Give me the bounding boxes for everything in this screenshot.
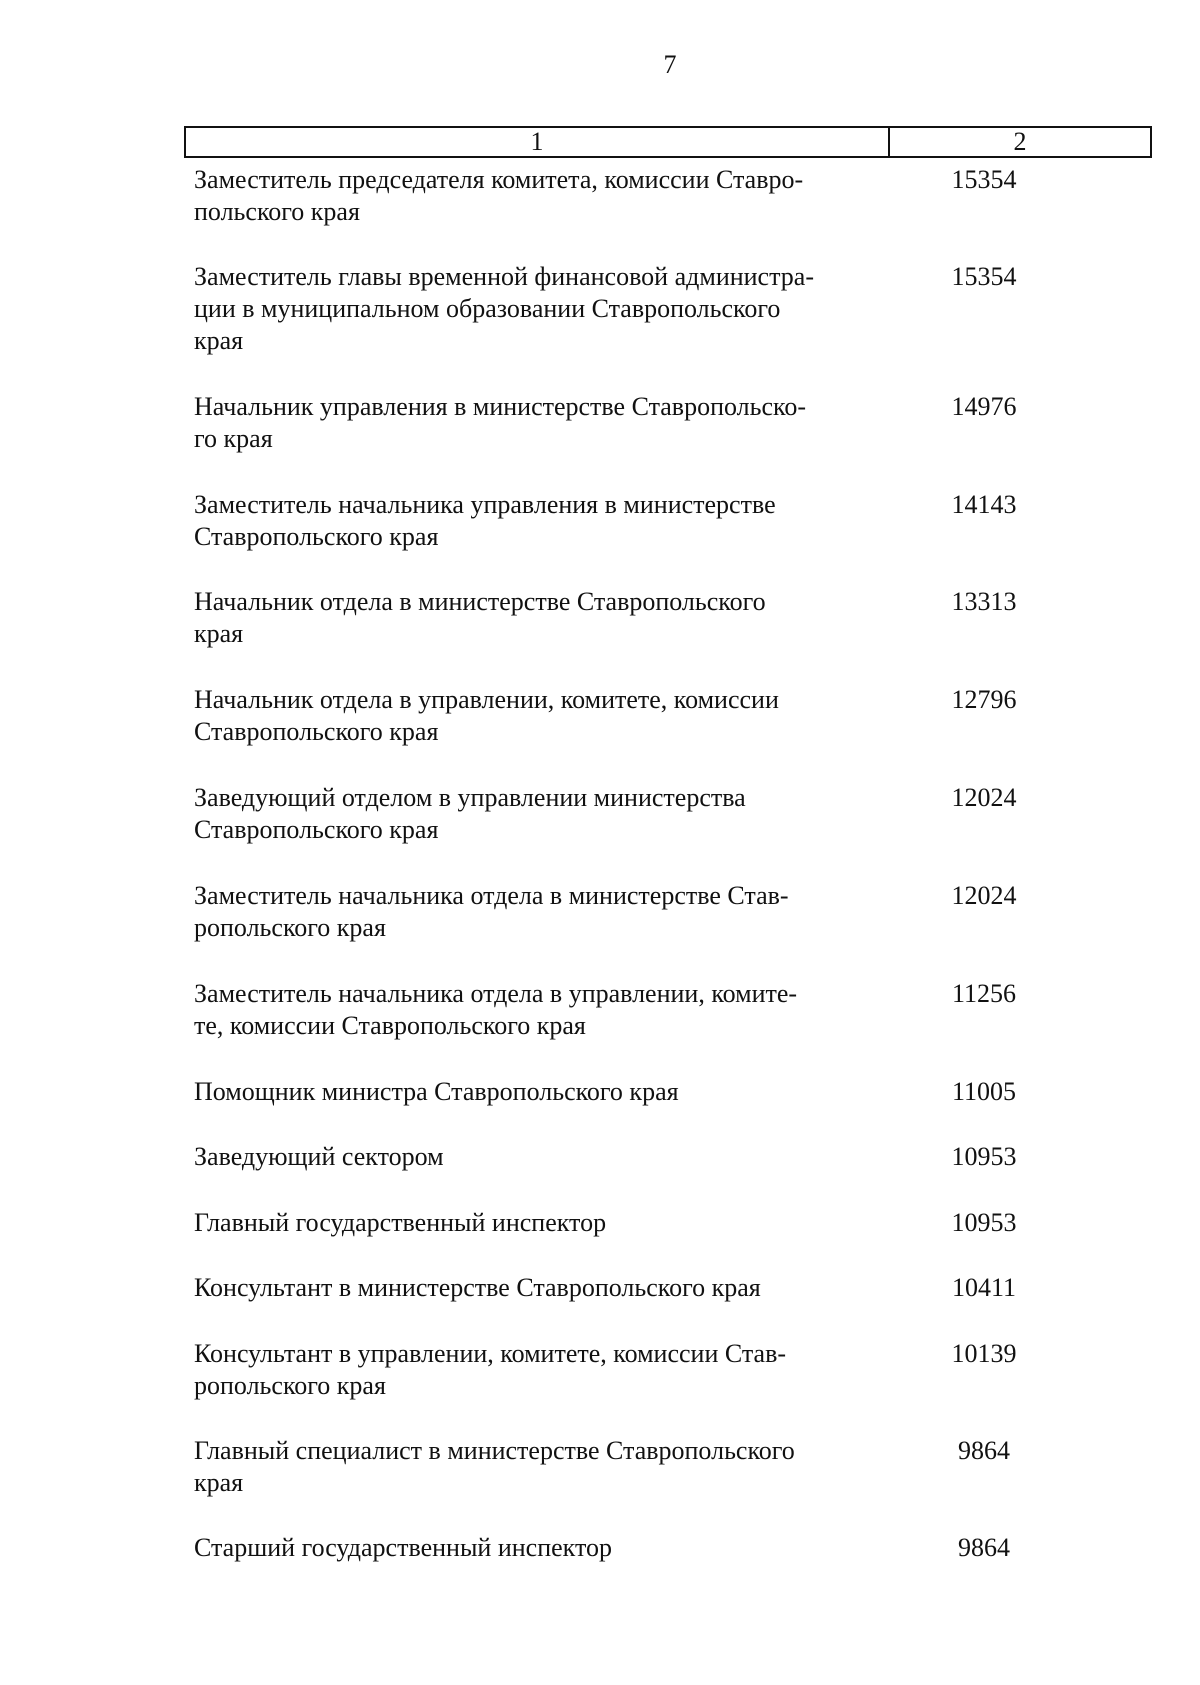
salary-value: 11256 [951, 979, 1017, 1008]
salary-value: 12024 [951, 783, 1017, 812]
table-row [194, 261, 1094, 357]
salary-value: 12796 [951, 685, 1017, 714]
table-row [194, 391, 1094, 455]
column-header-1: 1 [186, 128, 890, 156]
position-title: Заместитель главы временной финансовой администра- ции в муниципальном образовании Ставропольского края [194, 262, 814, 355]
table-header [184, 126, 1152, 158]
position-title: Заведующий сектором [194, 1142, 444, 1171]
salary-value: 14976 [951, 392, 1017, 421]
position-title: Консультант в министерстве Ставропольского края [194, 1273, 761, 1302]
position-title: Старший государственный инспектор [194, 1533, 612, 1562]
table-row [194, 1076, 1094, 1108]
position-title: Начальник управления в министерстве Ставропольско- го края [194, 392, 806, 453]
salary-value: 15354 [951, 262, 1017, 291]
salary-value: 10411 [951, 1273, 1017, 1302]
position-title: Начальник отдела в управлении, комитете, комиссии Ставропольского края [194, 685, 779, 746]
table-row [194, 1141, 1094, 1173]
table-row [194, 782, 1094, 846]
table-row [194, 1338, 1094, 1402]
table-row [194, 164, 1094, 228]
salary-value: 10139 [951, 1339, 1017, 1368]
salary-value: 13313 [951, 587, 1017, 616]
salary-value: 10953 [951, 1142, 1017, 1171]
salary-value: 9864 [958, 1533, 1010, 1562]
position-title: Главный специалист в министерстве Ставропольского края [194, 1436, 795, 1497]
table-row [194, 978, 1094, 1042]
table-row [194, 1532, 1094, 1564]
table-row [194, 684, 1094, 748]
salary-value: 9864 [958, 1436, 1010, 1465]
position-title: Заместитель председателя комитета, комиссии Ставро- польского края [194, 165, 804, 226]
position-title: Заведующий отделом в управлении министерства Ставропольского края [194, 783, 746, 844]
salary-value: 12024 [951, 881, 1017, 910]
position-title: Консультант в управлении, комитете, комиссии Став- ропольского края [194, 1339, 787, 1400]
table-row [194, 880, 1094, 944]
position-title: Помощник министра Ставропольского края [194, 1077, 679, 1106]
position-title: Главный государственный инспектор [194, 1208, 607, 1237]
salary-value: 11005 [951, 1077, 1017, 1106]
position-title: Заместитель начальника отдела в министерстве Став- ропольского края [194, 881, 789, 942]
salary-value: 15354 [951, 165, 1017, 194]
table-row [194, 586, 1094, 650]
position-title: Заместитель начальника отдела в управлении, комите- те, комиссии Ставропольского края [194, 979, 798, 1040]
table-row [194, 489, 1094, 553]
table-row [194, 1207, 1094, 1239]
position-title: Начальник отдела в министерстве Ставропольского края [194, 587, 766, 648]
table-row [194, 1435, 1094, 1499]
table-row [194, 1272, 1094, 1304]
salary-value: 14143 [951, 490, 1017, 519]
position-title: Заместитель начальника управления в министерстве Ставропольского края [194, 490, 776, 551]
salary-value: 10953 [951, 1208, 1017, 1237]
column-header-2: 2 [1013, 127, 1027, 156]
page-number: 7 [663, 50, 677, 79]
